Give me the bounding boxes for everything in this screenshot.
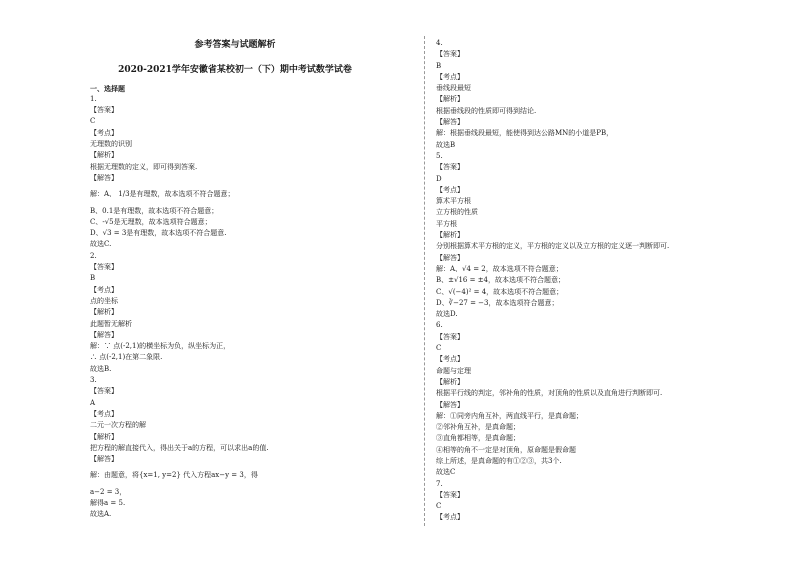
text-line: 根据垂线段的性质即可得到结论. [436, 106, 537, 115]
text-line: 【考点】 [90, 409, 118, 418]
text-line: C、-√5是无理数，故本选项符合题意； [90, 217, 212, 226]
text-line: 【解答】 [436, 118, 464, 127]
text-line: ③直角都相等，是真命题； [436, 434, 520, 443]
text-line: 此题暂无解析 [90, 319, 132, 328]
text-line: 把方程的解直接代入，得出关于a的方程，可以求出a的值. [90, 443, 269, 452]
text-line: 4. [436, 39, 443, 47]
text-line: 【考点】 [436, 185, 464, 194]
text-line: 【解析】 [436, 231, 464, 240]
text-line: C [90, 117, 96, 126]
text-line: C [436, 502, 442, 511]
text-line: 【答案】 [436, 490, 464, 499]
text-line: 垂线段最短 [436, 84, 471, 93]
document-subtitle: 2020-2021学年安徽省某校初一（下）期中考试数学试卷 [118, 65, 352, 76]
text-line: 故选A. [90, 510, 112, 519]
text-line: 2. [90, 251, 97, 260]
text-line: 【解答】 [90, 330, 118, 339]
text-line: 1. [90, 94, 97, 103]
text-line: 解：由题意，将{x=1, y=2} 代入方程ax−y = 3，得 [90, 471, 258, 480]
text-line: 解得a = 5. [90, 498, 126, 507]
text-line: 【解答】 [436, 400, 464, 409]
left-column-lines [90, 83, 410, 521]
text-line: 解：∵ 点(-2,1)的横坐标为负，纵坐标为正， [90, 342, 231, 351]
text-line: 【解析】 [90, 432, 118, 441]
text-line: 点的坐标 [90, 296, 118, 305]
text-line: 【答案】 [90, 106, 118, 115]
text-line: a−2 = 3， [90, 487, 127, 496]
text-line: 根据平行线的判定，邻补角的性质，对顶角的性质以及直角进行判断即可. [436, 389, 663, 398]
right-column [436, 38, 756, 524]
text-line: D、∛−27 = −3，故本选项符合题意； [436, 298, 559, 307]
text-line: B [90, 274, 96, 283]
text-line: 故选B. [90, 364, 112, 373]
text-line: 解：A、 1/3是有理数，故本选项不符合题意； [90, 190, 235, 199]
text-line: 【解析】 [90, 308, 118, 317]
text-line: 【答案】 [436, 163, 464, 172]
text-line: 一、选择题 [90, 83, 125, 93]
text-line: 【解析】 [436, 95, 464, 104]
text-line: ②邻补角互补，是真命题； [436, 423, 520, 432]
text-line: 5. [436, 151, 443, 160]
text-line: 6. [436, 321, 443, 330]
text-line: ∴ 点(-2,1)在第二象限. [90, 353, 163, 362]
text-line: 【考点】 [90, 128, 118, 137]
text-line: B [436, 61, 442, 70]
text-line: 立方根的性质 [436, 208, 478, 217]
text-line: C、√(−4)² = 4，故本选项不符合题意； [436, 287, 564, 296]
text-line: 故选C. [90, 240, 112, 249]
text-line: 故选B [436, 140, 456, 149]
text-line: 7. [436, 479, 443, 488]
text-line: ④相等的角不一定是对顶角，原命题是假命题 [436, 445, 576, 454]
text-line: 【解析】 [436, 377, 464, 386]
text-line: 【考点】 [436, 355, 464, 364]
text-line: C [436, 344, 442, 353]
text-line: 平方根 [436, 219, 457, 228]
text-line: 算术平方根 [436, 197, 471, 206]
text-line: 解：根据垂线段最短，能使得到达公路MN的小道是PB， [436, 129, 614, 138]
left-column [90, 40, 410, 521]
text-line: 分别根据算术平方根的定义，平方根的定义以及立方根的定义逐一判断即可. [436, 242, 670, 251]
text-line: 故选C [436, 468, 456, 477]
text-line: 解：A、√4 = 2，故本选项不符合题意； [436, 264, 563, 273]
text-line: 故选D. [436, 310, 458, 319]
text-line: 命题与定理 [436, 366, 471, 375]
text-line: 【答案】 [90, 387, 118, 396]
text-line: D、√3 = 3是有理数，故本选项不符合题意. [90, 229, 227, 238]
text-line: 【答案】 [90, 263, 118, 272]
text-line: 解：①同旁内角互补，两直线平行，是真命题； [436, 411, 583, 420]
text-line: 根据无理数的定义，即可得到答案. [90, 162, 198, 171]
text-line: 【解答】 [90, 455, 118, 464]
text-line: 【考点】 [90, 285, 118, 294]
text-line: 【解析】 [90, 151, 118, 160]
text-line: 【答案】 [436, 332, 464, 341]
text-line: 【解答】 [90, 173, 118, 182]
text-line: B、0.1是有理数，故本选项不符合题意； [90, 206, 219, 215]
text-line: 综上所述，是真命题的有①②③，共3个. [436, 456, 562, 465]
text-line: 二元一次方程的解 [90, 421, 146, 430]
column-divider [424, 36, 426, 526]
text-line: 【考点】 [436, 513, 464, 522]
text-line: D [436, 174, 442, 183]
text-line: 无理数的识别 [90, 140, 132, 149]
text-line: 【考点】 [436, 72, 464, 81]
right-column-lines [436, 38, 756, 524]
text-line: 【解答】 [436, 253, 464, 262]
text-line: B、±√16 = ±4，故本选项不符合题意； [436, 276, 566, 285]
document-title: 参考答案与试题解析 [194, 40, 276, 50]
text-line: 【答案】 [436, 50, 464, 59]
text-line: A [90, 398, 96, 407]
text-line: 3. [90, 376, 97, 385]
